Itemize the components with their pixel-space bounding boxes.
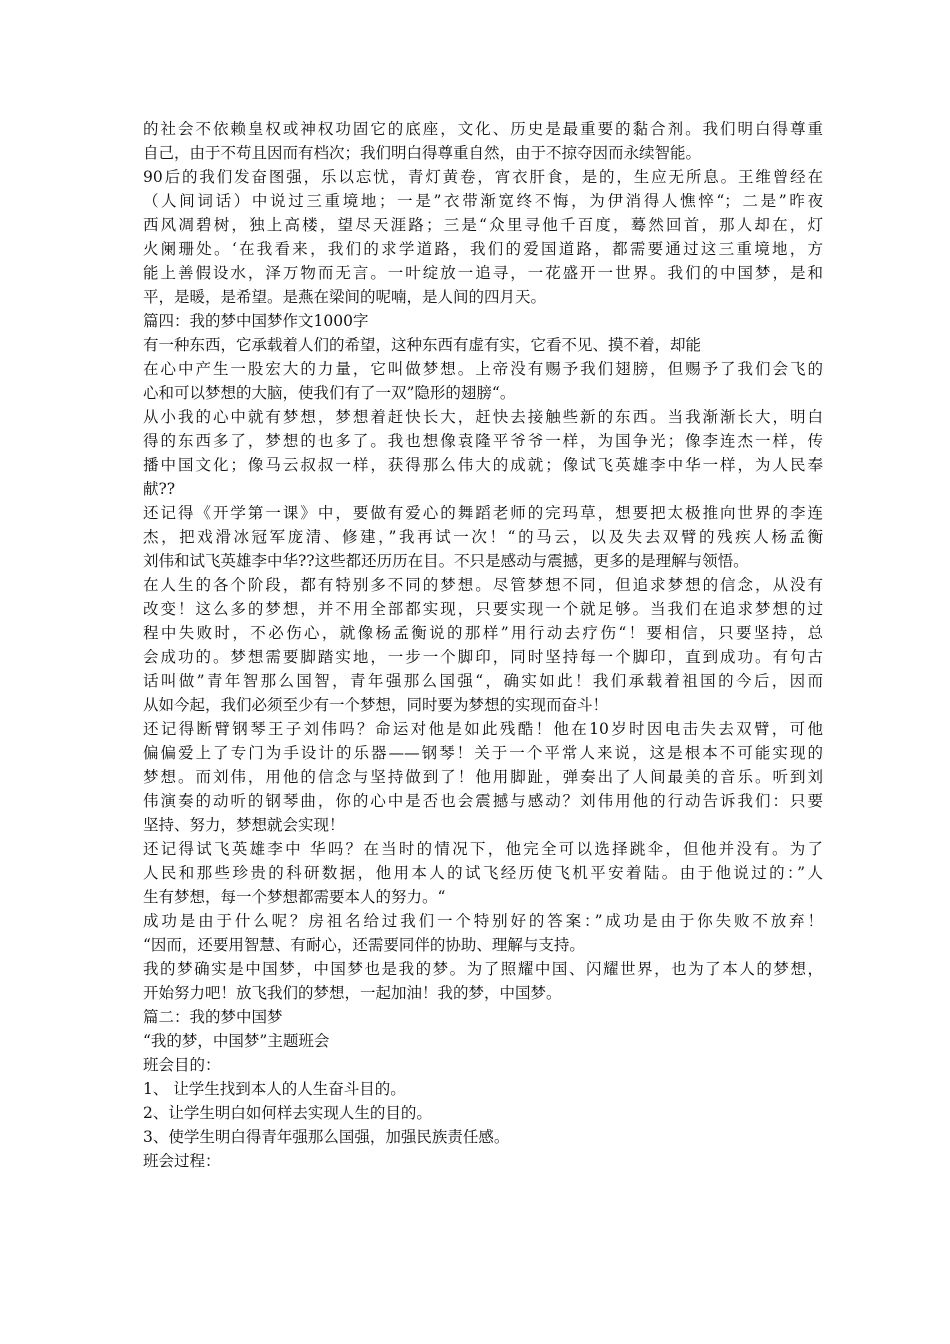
document-body bbox=[143, 117, 823, 1173]
text-line: “我的梦，中国梦”主题班会 bbox=[143, 1032, 330, 1050]
text-line: 杰，把戏滑冰冠军庞清、修建，”我再试一次！“的马云，以及失去双臂的残疾人杨孟衡 bbox=[143, 528, 823, 546]
text-line: 西风凋碧树，独上高楼，望尽天涯路；三是“众里寻他千百度，蓦然回首，那人却在，灯 bbox=[143, 216, 823, 234]
text-line: 程中失败时，不必伤心，就像杨孟衡说的那样”用行动去疗伤“！要相信，只要坚持，总 bbox=[143, 624, 823, 642]
text-line: 的社会不依赖皇权或神权功固它的底座，文化、历史是最重要的黏合剂。我们明白得尊重 bbox=[143, 120, 823, 138]
text-line: 在人生的各个阶段，都有特别多不同的梦想。尽管梦想不同，但追求梦想的信念，从没有 bbox=[143, 576, 823, 594]
text-line: 人民和那些珍贵的科研数据，他用本人的试飞经历使飞机平安着陆。由于他说过的：”人 bbox=[143, 864, 823, 882]
text-line: 从小我的心中就有梦想，梦想着赶快长大，赶快去接触些新的东西。当我渐渐长大，明白 bbox=[143, 408, 823, 426]
text-line: 话叫做”青年智那么国智，青年强那么国强“，确实如此！我们承载着祖国的今后，因而 bbox=[143, 672, 823, 690]
text-line: 1、 让学生找到本人的人生奋斗目的。 bbox=[143, 1080, 406, 1098]
text-line: 平，是暖，是希望。是燕在梁间的呢喃，是人间的四月天。 bbox=[143, 288, 547, 306]
text-line: “因而，还要用智慧、有耐心，还需要同伴的协助、理解与支持。 bbox=[143, 936, 585, 954]
text-line: 篇二：我的梦中国梦 bbox=[143, 1008, 283, 1026]
text-line: 伟演奏的动听的钢琴曲，你的心中是否也会震撼与感动？刘伟用他的行动告诉我们：只要 bbox=[143, 792, 823, 810]
text-line: 开始努力吧！放飞我们的梦想，一起加油！我的梦，中国梦。 bbox=[143, 984, 562, 1002]
text-line: 班会过程： bbox=[143, 1152, 221, 1170]
text-line: 梦想。而刘伟，用他的信念与坚持做到了！他用脚趾，弹奏出了人间最美的音乐。听到刘 bbox=[143, 768, 823, 786]
text-line: 3、使学生明白得青年强那么国强，加强民族责任感。 bbox=[143, 1128, 510, 1146]
text-line: 自己，由于不苟且因而有档次；我们明白得尊重自然，由于不掠夺因而永续智能。 bbox=[143, 144, 702, 162]
text-line: 还记得《开学第一课》中，要做有爱心的舞蹈老师的完玛草，想要把太极推向世界的李连 bbox=[143, 504, 823, 522]
text-line: 成功是由于什么呢？房祖名给过我们一个特别好的答案：”成功是由于你失败不放弃！ bbox=[143, 912, 823, 930]
text-line: 有一种东西，它承载着人们的希望，这种东西有虚有实，它看不见、摸不着，却能 bbox=[143, 336, 702, 354]
text-line: 心和可以梦想的大脑，使我们有了一双”隐形的翅膀“。 bbox=[143, 384, 516, 402]
text-line: 火阑珊处。‘在我看来，我们的求学道路，我们的爱国道路，都需要通过这三重境地，方 bbox=[143, 240, 823, 258]
text-line: 献?? bbox=[143, 480, 176, 498]
text-line: 刘伟和试飞英雄李中华??这些都还历历在目。不只是感动与震撼，更多的是理解与领悟。 bbox=[143, 552, 749, 570]
text-line: 生有梦想，每一个梦想都需要本人的努力。“ bbox=[143, 888, 446, 906]
text-line: 篇四：我的梦中国梦作文1000字 bbox=[143, 312, 369, 330]
text-line: 能上善假设水，泽万物而无言。一叶绽放一追寻，一花盛开一世界。我们的中国梦，是和 bbox=[143, 264, 823, 282]
text-line: 我的梦确实是中国梦，中国梦也是我的梦。为了照耀中国、闪耀世界，也为了本人的梦想， bbox=[143, 960, 823, 978]
text-line: 还记得断臂钢琴王子刘伟吗？命运对他是如此残酷！他在10岁时因电击失去双臂，可他 bbox=[143, 720, 823, 738]
text-line: 偏偏爱上了专门为手设计的乐器——钢琴！关于一个平常人来说，这是根本不可能实现的 bbox=[143, 744, 823, 762]
text-line: 播中国文化；像马云叔叔一样，获得那么伟大的成就；像试飞英雄李中华一样，为人民奉 bbox=[143, 456, 823, 474]
text-line: 会成功的。梦想需要脚踏实地，一步一个脚印，同时坚持每一个脚印，直到成功。有句古 bbox=[143, 648, 823, 666]
text-line: 班会目的： bbox=[143, 1056, 221, 1074]
text-line: 从如今起，我们必须至少有一个梦想，同时要为梦想的实现而奋斗！ bbox=[143, 696, 609, 714]
text-line: 得的东西多了，梦想的也多了。我也想像袁隆平爷爷一样，为国争光；像李连杰一样，传 bbox=[143, 432, 823, 450]
text-line: 坚持、努力，梦想就会实现！ bbox=[143, 816, 345, 834]
text-line: 改变！这么多的梦想，并不用全部都实现，只要实现一个就足够。当我们在追求梦想的过 bbox=[143, 600, 823, 618]
text-line: 还记得试飞英雄李中 华吗？在当时的情况下，他完全可以选择跳伞，但他并没有。为了 bbox=[143, 840, 823, 858]
text-line: 2、让学生明白如何样去实现人生的目的。 bbox=[143, 1104, 432, 1122]
text-line: 在心中产生一股宏大的力量，它叫做梦想。上帝没有赐予我们翅膀，但赐予了我们会飞的 bbox=[143, 360, 823, 378]
text-line: （人间词话）中说过三重境地；一是”衣带渐宽终不悔，为伊消得人憔悴“；二是”昨夜 bbox=[143, 192, 823, 210]
text-line: 90后的我们发奋图强，乐以忘忧，青灯黄卷，宵衣肝食，是的，生应无所息。王维曾经在 bbox=[143, 168, 823, 186]
